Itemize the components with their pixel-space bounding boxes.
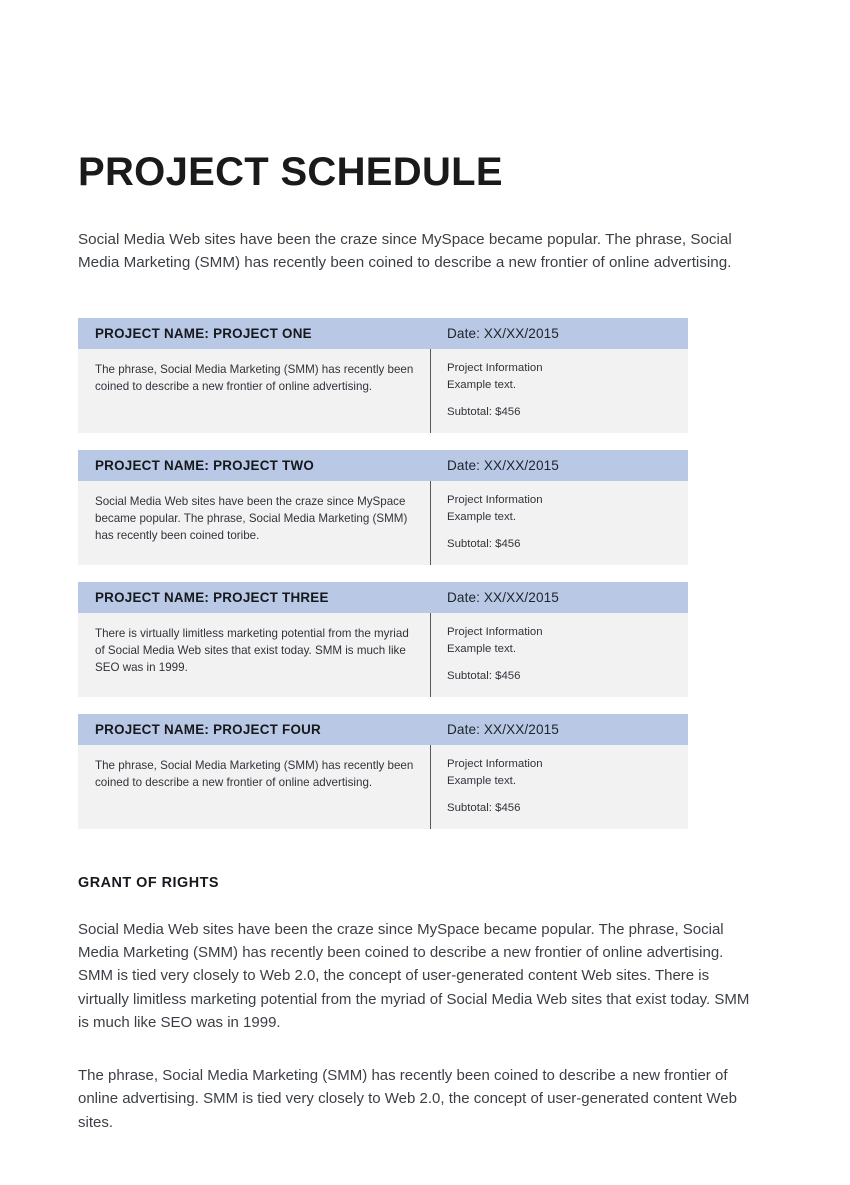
- project-date-cell: Date: XX/XX/2015: [447, 721, 559, 737]
- intro-paragraph: Social Media Web sites have been the craze since MySpace became popular. The phrase, Social Media Marketing (SMM) has recently been coined to describe a new frontier of online advertising.: [78, 231, 732, 272]
- project-description-cell: The phrase, Social Media Marketing (SMM) has recently been coined to describe a new frontier of online advertising.: [95, 363, 414, 394]
- project-date-cell: Date: XX/XX/2015: [447, 458, 559, 474]
- project-name-cell: PROJECT NAME: PROJECT THREE: [95, 590, 329, 606]
- table-row: [78, 582, 688, 697]
- project-description-cell: Social Media Web sites have been the craze since MySpace became popular. The phrase, Social Media Marketing (SMM) has recently been coined toribe.: [95, 495, 408, 543]
- project-info-line-1: Project Information: [447, 626, 543, 639]
- project-info-cell: [431, 481, 688, 565]
- document-content: [78, 152, 778, 1134]
- table-row: [78, 450, 688, 565]
- page-title: PROJECT SCHEDULE: [78, 150, 503, 194]
- project-body-row: [78, 481, 688, 565]
- project-description-cell: The phrase, Social Media Marketing (SMM) has recently been coined to describe a new frontier of online advertising.: [95, 758, 414, 790]
- project-header-row: [78, 714, 688, 745]
- project-schedule-table: [78, 318, 688, 829]
- project-subtotal: Subtotal: $456: [447, 802, 521, 815]
- table-row: [78, 714, 688, 829]
- project-info-line-2: Example text.: [447, 510, 517, 523]
- project-header-row: [78, 450, 688, 481]
- project-info-line-2: Example text.: [447, 378, 517, 391]
- project-description-cell: There is virtually limitless marketing potential from the myriad of Social Media Web sites that exist today. SMM is much like SEO was in 1999.: [95, 627, 409, 675]
- project-name-cell: PROJECT NAME: PROJECT TWO: [95, 458, 315, 474]
- project-date-cell: Date: XX/XX/2015: [447, 326, 559, 342]
- project-info-cell: [431, 613, 688, 697]
- project-subtotal: Subtotal: $456: [447, 406, 521, 419]
- project-info-line-1: Project Information: [447, 362, 543, 375]
- grant-of-rights-paragraph-2: The phrase, Social Media Marketing (SMM) has recently been coined to describe a new frontier of online advertising. SMM is tied very closely to Web 2.0, the concept of user-generated content Web sites.: [78, 1067, 737, 1131]
- project-header-row: [78, 318, 688, 349]
- project-info-line-1: Project Information: [447, 494, 543, 507]
- project-info-cell: [431, 349, 688, 433]
- project-info-cell: [431, 745, 688, 829]
- grant-of-rights-heading: GRANT OF RIGHTS: [78, 874, 220, 891]
- project-date-cell: Date: XX/XX/2015: [447, 590, 559, 606]
- grant-of-rights-paragraph-1: Social Media Web sites have been the craze since MySpace became popular. The phrase, Social Media Marketing (SMM) has recently been coined to describe a new frontier of online advertising. SMM is tied very closely to Web 2.0, the concept of user-generated content Web sites. There is virtually limitless marketing potential from the myriad of Social Media Web sites that exist today. SMM is much like SEO was in 1999.: [78, 920, 750, 1031]
- table-row: [78, 318, 688, 433]
- project-name-cell: PROJECT NAME: PROJECT ONE: [95, 326, 312, 342]
- project-body-row: [78, 745, 688, 829]
- project-body-row: [78, 349, 688, 433]
- project-info-line-2: Example text.: [447, 642, 517, 655]
- project-name-cell: PROJECT NAME: PROJECT FOUR: [95, 721, 321, 737]
- project-subtotal: Subtotal: $456: [447, 670, 521, 683]
- project-body-row: [78, 613, 688, 697]
- project-info-line-1: Project Information: [447, 757, 543, 770]
- project-info-line-2: Example text.: [447, 774, 517, 787]
- project-subtotal: Subtotal: $456: [447, 538, 521, 551]
- project-header-row: [78, 582, 688, 613]
